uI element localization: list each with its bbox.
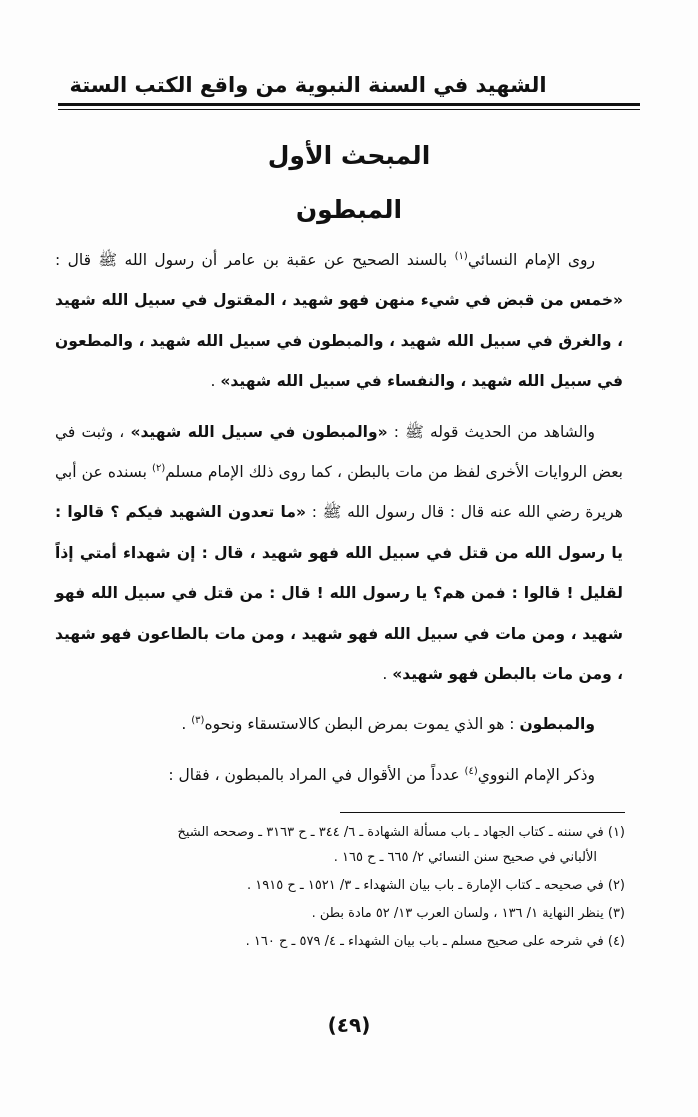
footnote-2: (٢) في صحيحه ـ كتاب الإمارة ـ باب بيان الشهداء ـ ٣/ ١٥٢١ ـ ح ١٩١٥ . <box>247 878 625 893</box>
footnote-3: (٣) ينظر النهاية ١/ ١٣٦ ، ولسان العرب ١٣/ ٥٢ مادة بطن . <box>311 906 625 921</box>
p2-after: بسنده عن أبي هريرة رضي الله عنه قال : قال رسول الله ﷺ : <box>55 463 623 522</box>
p2-quote: «والمبطون في سبيل الله شهيد» <box>130 422 388 441</box>
paragraph-2 <box>55 412 623 695</box>
running-head: الشهيد في السنة النبوية من واقع الكتب الستة <box>69 73 547 97</box>
footnotes <box>50 820 625 957</box>
footnote-ref-3: (٣) <box>191 715 205 727</box>
paragraph-3 <box>55 704 623 744</box>
p1-after: بالسند الصحيح عن عقبة بن عامر أن رسول الله ﷺ قال : <box>55 251 455 269</box>
header-rule-thin <box>58 109 640 110</box>
p2-end: . <box>382 665 393 684</box>
section-heading: المبطون <box>295 195 403 224</box>
chapter-heading: المبحث الأول <box>267 141 431 170</box>
term-mabtoon: والمبطون <box>519 715 595 734</box>
paragraph-1 <box>55 240 623 402</box>
footnote-ref-2: (٢) <box>152 462 166 474</box>
paragraph-4 <box>55 755 623 795</box>
footnote-1-line-1: (١) في سننه ـ كتاب الجهاد ـ باب مسألة الشهادة ـ ٦/ ٣٤٤ ـ ح ٣١٦٣ ـ وصححه الشيخ <box>177 825 625 840</box>
header-rule-thick <box>58 103 640 106</box>
p2-intro: والشاهد من الحديث قوله ﷺ : <box>387 422 596 441</box>
footnote-1-line-2: الألباني في صحيح سنن النسائي ٢/ ٦٦٥ ـ ح ١٦٥ . <box>333 850 597 865</box>
p4-intro: وذكر الإمام النووي <box>477 765 595 784</box>
hadith-text-2: «ما تعدون الشهيد فيكم ؟ قالوا : يا رسول الله من قتل في سبيل الله فهو شهيد ، قال : إن شهداء أمتي إذاً لقليل ! قالوا : فمن هم؟ يا رسول الله ! قال : من قتل في سبيل الله فهو شهيد ، ومن مات في سبيل الله فهو شهيد ، ومن مات بالطاعون فهو شهيد ، ومن مات بالبطن فهو شهيد» <box>55 503 623 684</box>
p2-mid: ، وثبت في بعض الروايات الأخرى لفظ من مات بالبطن ، كما روى ذلك الإمام مسلم <box>55 422 623 482</box>
p1-end: . <box>210 372 221 391</box>
footnote-1 <box>50 820 625 870</box>
page-number: (٤٩) <box>327 1013 371 1037</box>
p4-text: عدداً من الأقوال في المراد بالمبطون ، فقال : <box>168 765 465 784</box>
footnote-ref-4: (٤) <box>464 765 478 777</box>
footnote-separator <box>340 812 625 813</box>
p3-text: : هو الذي يموت بمرض البطن كالاستسقاء ونحوه <box>204 715 520 734</box>
footnote-ref-1: (١) <box>454 250 468 262</box>
p3-end: . <box>181 715 192 734</box>
footnote-4: (٤) في شرحه على صحيح مسلم ـ باب بيان الشهداء ـ ٤/ ٥٧٩ ـ ح ١٦٠ . <box>245 934 625 949</box>
main-text <box>55 240 623 805</box>
p1-intro: روى الإمام النسائي <box>467 251 595 269</box>
hadith-text-1: «خمس من قبض في شيء منهن فهو شهيد ، المقتول في سبيل الله شهيد ، والغرق في سبيل الله شهيد ، والمبطون في سبيل الله شهيد ، والمطعون في سبيل الله شهيد ، والنفساء في سبيل الله شهيد» <box>55 291 623 391</box>
